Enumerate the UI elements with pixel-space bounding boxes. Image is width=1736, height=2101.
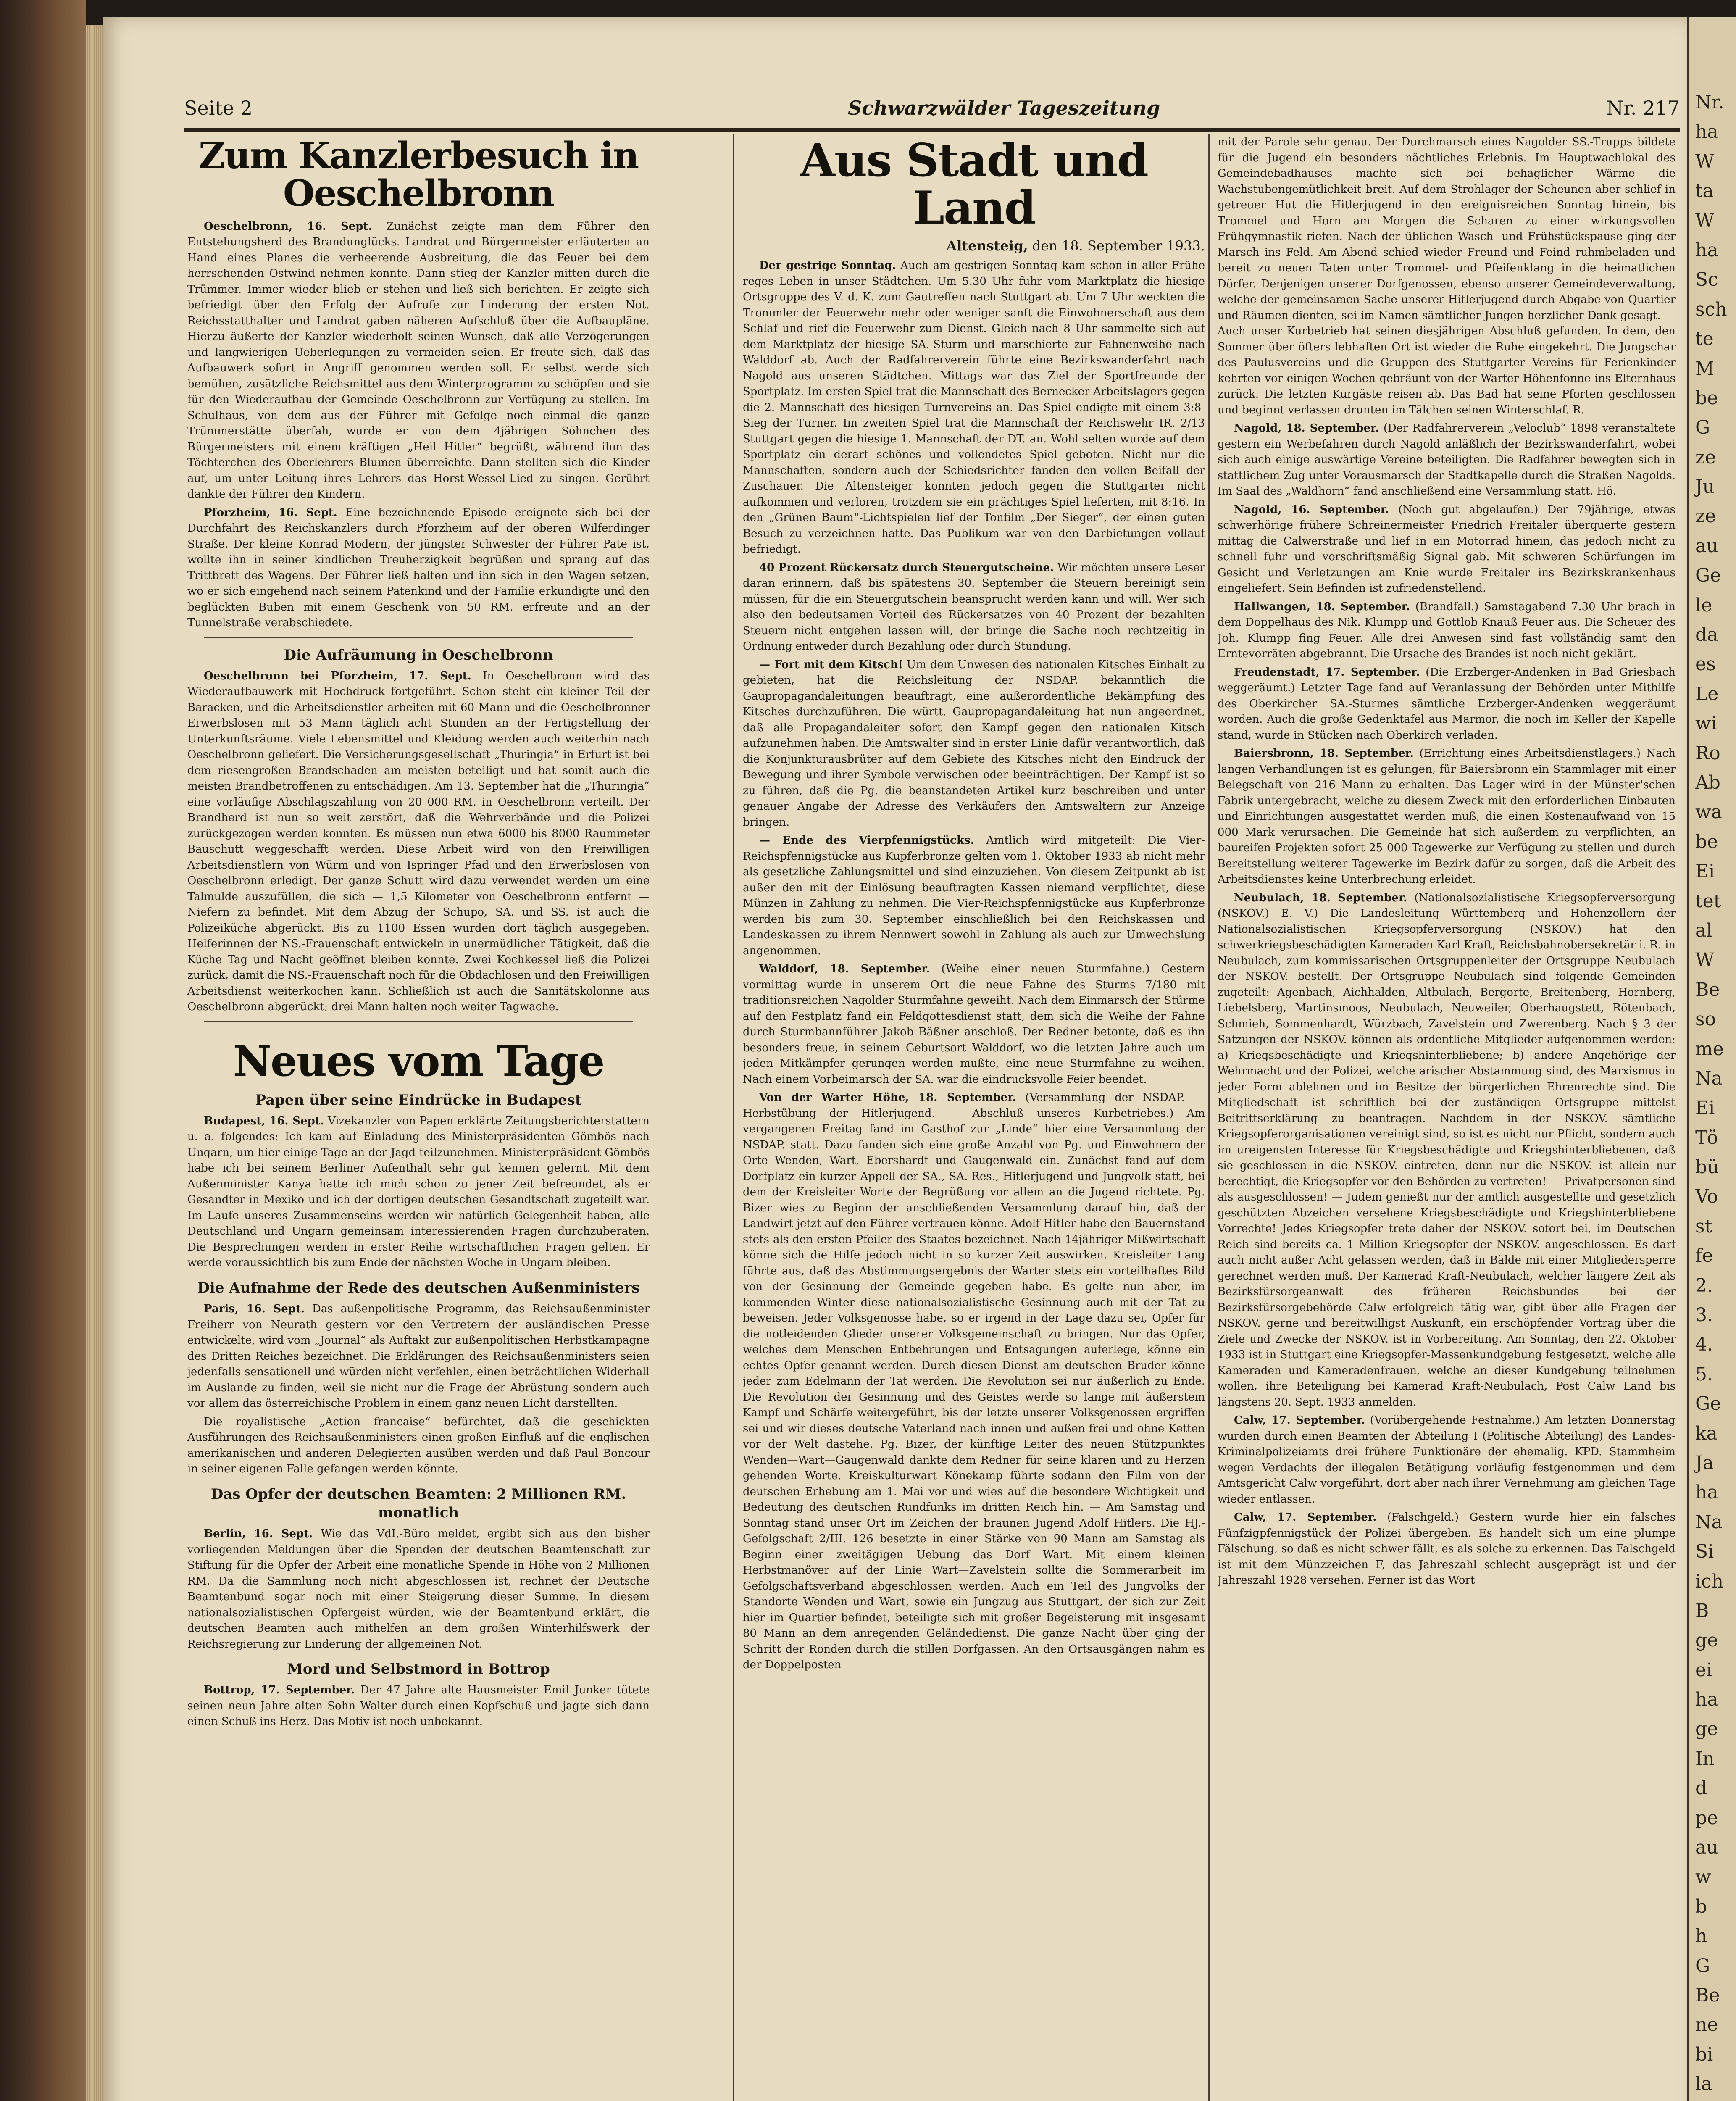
margin-fragment: es (1695, 653, 1716, 675)
margin-fragment: al (1695, 919, 1712, 941)
margin-fragment: wa (1695, 801, 1722, 823)
subheadline: Das Opfer der deutschen Beamten: 2 Millionen RM. monatlich (210, 1485, 626, 1521)
margin-fragment: In (1695, 1748, 1715, 1769)
margin-fragment: Na (1695, 1511, 1723, 1533)
margin-fragment: st (1695, 1215, 1712, 1237)
margin-fragment: so (1695, 1008, 1716, 1030)
column-rule (733, 134, 734, 2101)
margin-fragment: ge (1695, 1630, 1718, 1651)
article-paragraph: Neubulach, 18. September. (Nationalsozialistische Kriegsopferversorgung (NSKOV.) E. V.) Die Landesleitung Württemberg und Hohenzollern der Nationalsozialistischen Kriegsopferversorgung (NSKOV.) hat den schwerkriegsbeschädigten Kameraden Karl Kraft, Reichsbahnobersekretär i. R. in Neubulach, zum kommissarischen Ortsgruppenleiter der Ortsgruppe Neubulach der NSKOV. bestellt. Der Ortsgruppe Neubulach sind folgende Gemeinden zugeteilt: Agenbach, Aichhalden, Altbulach, Bergorte, Breitenberg, Hornberg, Liebelsberg, Martinsmoos, Neubulach, Neuweiler, Oberhaugstett, Rötenbach, Schmieh, Sommenhardt, Würzbach, Zavelstein und Zwerenberg. Nach § 3 der Satzungen der NSKOV. können als ordentliche Mitglieder aufgenommen werden: a) Kriegsbeschädigte und Kriegshinterbliebene; b) andere Angehörige der Wehrmacht und der Polizei, welche arischer Abstammung sind, des Marxismus in jeder Form ablehnen und im Besitze der bürgerlichen Ehrenrechte sind. Die Mitgliedschaft ist schriftlich bei der zuständigen Ortsgruppe mittelst Beitrittserklärung zu beantragen. Nachdem in der NSKOV. sämtliche Kriegsopferorganisationen vereinigt sind, so ist es nicht nur Pflicht, sondern auch im ureigensten Interesse für Kriegsbeschädigte und Kriegshinterbliebenen, daß sie geschlossen in die NSKOV. eintreten, denn nur die NSKOV. ist allein nur berechtigt, die Kriegsopfer vor den Behörden zu vertreten! — Privatpersonen sind als ausgeschlossen! — Judem genießt nur der amtlich ausgestellte und gesetzlich geschützten Abzeichen versehene Kriegsbeschädigte und Kriegshinterbliebene Vorrechte! Jedes Kriegsopfer trete daher der NSKOV. sofort bei, im Deutschen Reich sind bereits ca. 1 Million Kriegsopfer der NSKOV. angeschlossen. Es darf auch nicht außer Acht gelassen werden, daß in Bälde mit einer Mitgliedersperre gerechnet werden muß. Der Kamerad Kraft-Neubulach, welcher längere Zeit als Bezirksfürsorgeanwalt des früheren Reichsbundes bei der Bezirksfürsorgebehörde Calw erfolgreich tätig war, gibt über alle Fragen der NSKOV. gerne und bereitwilligst Auskunft, ein erschöpfender Vortrag über die Ziele und Zwecke der NSKOV. ist in Vorbereitung. Am Sonntag, den 22. Oktober 1933 ist in Stuttgart eine Kriegsopfer-Massenkundgebung festgesetzt, welche alle Kameraden und Kameradenfrauen, welche an dieser Kundgebung teilnehmen wollen, ihre Beteiligung bei Kamerad Kraft-Neubulach, Post Calw Land bis längstens 20. Sept. 1933 anmelden. (1218, 891, 1676, 1409)
margin-fragment: pe (1695, 1807, 1718, 1829)
column-rule (1208, 134, 1210, 2101)
margin-fragment: G (1695, 417, 1710, 439)
margin-fragment: Be (1695, 1985, 1720, 2006)
margin-fragment: ze (1695, 506, 1716, 527)
margin-fragment: ge (1695, 1718, 1718, 1740)
article-paragraph: Nagold, 16. September. (Noch gut abgelaufen.) Der 79jährige, etwas schwerhörige frühere Schreinermeister Friedrich Freitaler überquerte gestern mittag die Calwerstraße und lief in ein Motorrad hinein, das jedoch nicht zu schnell fuhr und vorschriftsmäßig Signal gab. Mit schweren Schürfungen im Gesicht und Verletzungen am Knie wurde Freitaler ins Bezirkskrankenhaus eingeliefert. Sein Befinden ist zufriedenstellend. (1218, 503, 1676, 595)
margin-fragment: bi (1695, 2043, 1713, 2065)
margin-fragment: be (1695, 387, 1718, 409)
article-paragraph: Paris, 16. Sept. Das außenpolitische Programm, das Reichsaußenminister Freiherr von Neurath gestern vor den Vertretern der ausländischen Presse entwickelte, wird vom „Journal“ als Auftakt zur außenpolitischen Herbstkampagne des Dritten Reiches bezeichnet. Die Erklärungen des Reichsaußenministers seien jedenfalls sensationell und würden nicht verfehlen, einen beträchtlichen Widerhall im Auslande zu finden, weil sie nicht nur die Frage der Abrüstung sondern auch vor allem das österreichische Problem in einem ganz neuen Licht darstellten. (187, 1303, 650, 1410)
margin-fragment: fe (1695, 1245, 1713, 1267)
article-paragraph: Von der Warter Höhe, 18. September. (Versammlung der NSDAP. — Herbstübung der Hitlerjugend. — Abschluß unseres Kurbetriebes.) Am vergangenen Freitag fand im Gasthof zur „Linde“ hier eine Versammlung der NSDAP. statt. Dazu fanden sich eine große Anzahl von Pg. und Einwohnern der Orte Wenden, Wart, Ebershardt und Gaugenwald ein. Zunächst fand auf dem Dorfplatz ein kurzer Appell der SA., SA.-Res., Hitlerjugend und Jungvolk statt, bei dem der Kreisleiter Worte der Begrüßung vor allem an die Jugend richtete. Pg. Bizer wies zu Beginn der anschließenden Versammlung darauf hin, daß der Landwirt jetzt auf den Führer vertrauen könne. Adolf Hitler habe den Bauernstand stets als den ersten Pfeiler des Staates bezeichnet. Nach 14jähriger Mißwirtschaft könne sich die Hilfe jedoch nicht in so kurzer Zeit auswirken. Kreisleiter Lang führte aus, daß das Abstimmungsergebnis der Warter stets ein vorteilhaftes Bild von der Gesinnung der Gemeinde gegeben habe. Es gelte nun aber, im kommenden Winter diese nationalsozialistische Gesinnung auch mit der Tat zu beweisen. Jeder Volksgenosse habe, so er irgend in der Lage dazu sei, Opfer für die notleidenden Glieder unserer Volksgemeinschaft zu bringen. Nur das Opfer, welches dem Menschen Entbehrungen und Entsagungen auferlege, könne ein echtes Opfer genannt werden. Durch diesen Dienst am deutschen Bruder könne jeder zum Edelmann der Tat werden. Die Revolution sei nur äußerlich zu Ende. Die Revolution der Gesinnung und des Geistes werde so lange mit äußerstem Kampf und Schärfe weitergeführt, bis der letzte unserer Volksgenossen ergriffen sei und wir dieses deutsche Vaterland nach innen und außen frei und ohne Ketten vor der Welt dastehe. Pg. Bizer, der künftige Leiter des neuen Stützpunktes Wenden—Wart—Gaugenwald dankte dem Redner für seine klaren und zu Herzen gehenden Worte. Kreiskulturwart Könekamp führte sodann den Film von der deutschen Erhebung am 1. Mai vor und wies auf die besondere Wichtigkeit und Bedeutung des deutschen Rundfunks im dritten Reich hin. — Am Samstag und Sonntag stand unser Ort im Zeichen der braunen Jugend Adolf Hitlers. Die HJ.-Gefolgschaft 2/III. 126 besetzte in einer Stärke von 90 Mann am Samstag als Beginn einer zweitägigen Uebung das Dorf Wart. Mit einem kleinen Herbstmanöver auf der Linie Wart—Zavelstein sollte die Sommerarbeit im Gefolgschaftsverband abgeschlossen werden. Auch ein Teil des Jungvolks der Standorte Wenden und Wart, sowie ein Jungzug aus Stuttgart, der sich zur Zeit hier im Quartier befindet, beteiligte sich mit großer Begeisterung mit insgesamt 80 Mann an dem anregenden Geländedienst. Die ganze Nacht über ging der Schritt der Ronden durch die stillen Dorfgassen. An den Ortsausgängen nahm es der Doppelposten (743, 1091, 1205, 1672)
margin-fragment: 4. (1695, 1334, 1713, 1356)
margin-fragment: Ge (1695, 565, 1721, 587)
margin-fragment: ne (1695, 2014, 1718, 2036)
article-paragraph: Nagold, 18. September. (Der Radfahrerverein „Veloclub“ 1898 veranstaltete gestern ein Werbefahren durch Nagold anläßlich der Bezirkswanderfahrt, wobei sich auch einige auswärtige Vereine beteiligten. Die Radfahrer bewegten sich in stattlichem Zug unter Vorausmarsch der Stadtkapelle durch die Straßen Nagolds. Im Saal des „Waldhorn“ fand anschließend eine Versammlung statt. Hö. (1218, 422, 1676, 498)
article-paragraph: Walddorf, 18. September. (Weihe einer neuen Sturmfahne.) Gestern vormittag wurde in unserem Ort die neue Fahne des Sturms 7/180 mit traditionsreichen Nagolder Sturmfahne geweiht. Nach dem Einmarsch der Stürme auf den Festplatz fand ein Feldgottesdienst statt, dem sich die Weihe der Fahne durch Sturmbannführer Jakob Bäßner anschloß. Der Redner betonte, daß es ihn besonders freue, in seinem Geburtsort Walddorf, wo die letzten Jahre auch um jeden Mitkämpfer gerungen werden mußte, eine neue Sturmfahne zu weihen. Nach einem Vorbeimarsch der SA. war die eindrucksvolle Feier beendet. (743, 963, 1205, 1086)
margin-fragment: ha (1695, 1482, 1718, 1503)
margin-fragment: me (1695, 1038, 1724, 1060)
article-paragraph: Freudenstadt, 17. September. (Die Erzberger-Andenken in Bad Griesbach weggeräumt.) Letzter Tage fand auf Veranlassung der Behörden unter Mithilfe des Oberkircher SA.-Sturmes sämtliche Erzberger-Andenken weggeräumt worden. Auch die große Gedenktafel aus Marmor, die noch im Keller der Kapelle stand, wurde in Stücken nach Oberkirch verladen. (1218, 666, 1676, 742)
margin-fragment: au (1695, 535, 1718, 557)
article-separator (204, 637, 633, 638)
margin-fragment: te (1695, 328, 1714, 350)
article-paragraph: Calw, 17. September. (Falschgeld.) Gestern wurde hier ein falsches Fünfzigpfennigstück der Polizei übergeben. Es handelt sich um eine plumpe Fälschung, so daß es nicht schwer fällt, es als solche zu erkennen. Das Falschgeld ist mit dem Münzzeichen F, das Jahreszahl schlecht ausgeprägt ist und der Jahreszahl 1928 versehen. Ferner ist das Wort (1218, 1511, 1676, 1587)
headline-neues-vom-tage: Neues vom Tage (233, 1036, 604, 1086)
book-spine (0, 0, 86, 2101)
margin-fragment: ei (1695, 1659, 1712, 1681)
margin-fragment: h (1695, 1925, 1707, 1947)
margin-fragment: Na (1695, 1067, 1723, 1089)
article-paragraph: Pforzheim, 16. Sept. Eine bezeichnende Episode ereignete sich bei der Durchfahrt des Reichskanzlers durch Pforzheim auf der oberen Wilferdinger Straße. Der kleine Konrad Modern, der jüngster Schwester der Führer Pate ist, wollte ihn in seiner kindlichen Treuherzigkeit begrüßen und sprang auf das Trittbrett des Wagens. Der Führer ließ halten und ihn sich in den Wagen setzen, wo er sich eingehend nach seinem Patenkind und der Familie erkundigte und den beglückten Buben mit einem Geschenk von 50 RM. erfreute und an der Tunnelstraße verabschiedete. (187, 506, 650, 629)
column-2 (743, 134, 1205, 2101)
margin-fragment: da (1695, 624, 1718, 646)
subheadline: Die Aufräumung in Oeschelbronn (284, 646, 553, 663)
margin-fragment: 3. (1695, 1304, 1713, 1326)
margin-fragment: ha (1695, 1689, 1718, 1711)
margin-fragment: ta (1695, 180, 1714, 202)
margin-fragment: Sc (1695, 269, 1718, 291)
margin-fragment: au (1695, 1837, 1718, 1859)
margin-fragment: G (1695, 1955, 1710, 1977)
margin-fragment: ze (1695, 446, 1716, 468)
margin-fragment: Vo (1695, 1186, 1718, 1208)
margin-fragment: Nr. (1695, 92, 1724, 113)
margin-fragment: Ja (1695, 1452, 1714, 1474)
article-paragraph: Baiersbronn, 18. September. (Errichtung eines Arbeitsdienstlagers.) Nach langen Verhandlungen ist es gelungen, für Baiersbronn ein Stammlager mit einer Belegschaft von 216 Mann zu erhalten. Das Lager wird in der Münster'schen Fabrik untergebracht, welche zu diesem Zweck mit den erforderlichen Einbauten und Einrichtungen ausgestattet werden muß, die einen Kostenaufwand von 15 000 Mark verursachen. Die Gemeinde hat sich außerdem zu verpflichten, an baureifen Projekten sofort 25 000 Tagewerke zur Verfügung zu stellen und durch Bereitstellung weiterer Tagewerke im Bezirk dafür zu sorgen, daß die Arbeit des Arbeitsdienstes keine Unterbrechung erleidet. (1218, 747, 1676, 886)
margin-fragment: bü (1695, 1156, 1719, 1178)
column-3 (1218, 134, 1676, 2101)
margin-fragment: Le (1695, 683, 1719, 705)
next-page-strip (1687, 17, 1736, 2101)
margin-fragment: ka (1695, 1422, 1718, 1444)
column-1 (187, 134, 650, 2101)
margin-fragment: wi (1695, 713, 1717, 735)
margin-fragment: Si (1695, 1541, 1714, 1563)
subheadline: Papen über seine Eindrücke in Budapest (255, 1091, 582, 1108)
margin-fragment: W (1695, 949, 1715, 971)
margin-fragment: W (1695, 210, 1715, 232)
article-paragraph: — Fort mit dem Kitsch! Um dem Unwesen des nationalen Kitsches Einhalt zu gebieten, hat die Reichsleitung der NSDAP. bekanntlich die Gaupropagandaleitungen beauftragt, eine außerordentliche Bekämpfung des Kitsches durchzuführen. Die württ. Gaupropagandaleitung hat nun angeordnet, daß alle Propagandaleiter sofort den Kampf gegen den nationalen Kitsch aufzunehmen haben. Die Amtswalter sind in erster Linie dafür verantwortlich, daß die Konjunkturausbrüter auf dem Gebiete des Kitsches nicht den Eindruck der Bewegung und ihrer Symbole verwischen oder beeinträchtigen. Der Kampf ist so zu führen, daß die Pg. die beanstandeten Artikel kurz beschreiben und unter genauer Angabe der Adresse des Verkäufers den Amtswaltern zur Anzeige bringen. (743, 658, 1205, 829)
margin-fragment: ha (1695, 239, 1718, 261)
margin-fragment: B (1695, 1600, 1709, 1622)
article-paragraph: Der gestrige Sonntag. Auch am gestrigen Sonntag kam schon in aller Frühe reges Leben in unser Städtchen. Um 5.30 Uhr fuhr vom Marktplatz die hiesige Ortsgruppe des V. d. K. zum Gautreffen nach Stuttgart ab. Um 7 Uhr weckten die Trommler der Feuerwehr mehr oder weniger sanft die Einwohnerschaft aus dem Schlaf und rief die Feuerwehr zum Dienst. Gleich nach 8 Uhr sammelte sich auf dem Marktplatz der hiesige SA.-Sturm und marschierte zur Fahnenweihe nach Walddorf ab. Auch der Radfahrerverein führte eine Bezirkswanderfahrt nach Nagold aus unseren Städtchen. Mittags war das Ziel der Sportfreunde der Sportplatz. Im ersten Spiel trat die Mannschaft des Bernecker Arbeitslagers gegen die 2. Mannschaft des hiesigen Turnvereins an. Das Spiel endigte mit einem 3:8-Sieg der Turner. Im zweiten Spiel trat die Mannschaft der Reichswehr IR. 2/13 Stuttgart gegen die hiesige 1. Mannschaft der DT. an. Wohl selten wurde auf dem Sportplatz ein derart schönes und vollendetes Spiel geboten. Nicht nur die Mannschaften, sondern auch der Schiedsrichter fanden den vollen Beifall der Zuschauer. Die Altensteiger konnten jedoch gegen die Stuttgarter nicht aufkommen und verloren, trotzdem sie ein prächtiges Spiel lieferten, mit 8:16. In den „Grünen Baum“-Lichtspielen lief der Tonfilm „Der Sieger“, der einen guten Besuch zu verzeichnen hatte. Das Publikum war von den Darbietungen vollauf befriedigt. (743, 259, 1205, 556)
margin-fragment: Ro (1695, 742, 1720, 764)
margin-fragment: la (1695, 2073, 1712, 2095)
margin-fragment: Ei (1695, 861, 1715, 882)
margin-fragment: Ei (1695, 1097, 1715, 1119)
margin-fragment: sch (1695, 298, 1727, 320)
article-paragraph: 40 Prozent Rückersatz durch Steuergutscheine. Wir möchten unsere Leser daran erinnern, daß bis spätestens 30. September die Steuern bereinigt sein müssen, für die ein Steuergutschein beansprucht werden kann und will. Wer sich also den bedeutsamen Vorteil des Rückersatzes von 40 Prozent der bezahlten Steuern nicht entgehen lassen will, der bringe die Sache noch rechtzeitig in Ordnung entweder durch Bezahlung oder durch Stundung. (743, 561, 1205, 653)
page-edges (86, 25, 103, 2101)
newspaper-title: Schwarzwälder Tageszeitung (848, 97, 1160, 119)
margin-fragment: ich (1695, 1570, 1724, 1592)
headline-aus-stadt-und-land: Aus Stadt und Land (800, 134, 1148, 235)
margin-fragment: Tö (1695, 1127, 1718, 1148)
article-paragraph: Bottrop, 17. September. Der 47 Jahre alte Hausmeister Emil Junker tötete seinen neun Jahre alten Sohn Walter durch einen Kopfschuß und jagte sich dann einen Schuß ins Herz. Das Motiv ist noch unbekannt. (187, 1684, 650, 1728)
margin-fragment: ha (1695, 121, 1718, 143)
article-paragraph: Calw, 17. September. (Vorübergehende Festnahme.) Am letzten Donnerstag wurden durch einen Beamten der Abteilung I (Politische Abteilung) des Landes-Kriminalpolizeiamts drei frühere Funktionäre der ehemalig. KPD. Stammheim wegen Verdachts der illegalen Betätigung vorläufig festgenommen und dem Amtsgericht Calw vorgeführt, dort aber nach ihrer Vernehmung am gleichen Tage wieder entlassen. (1218, 1414, 1676, 1506)
margin-fragment: Ab (1695, 771, 1720, 793)
margin-fragment: w (1695, 1866, 1711, 1888)
article-paragraph: Oeschelbronn, 16. Sept. Zunächst zeigte man dem Führer den Entstehungsherd des Brandunglücks. Landrat und Bürgermeister erläuterten an Hand eines Planes die verheerende Ausbreitung, die das Feuer bei dem herrschenden Ostwind nehmen konnte. Dann stieg der Kanzler mitten durch die Trümmer. Immer wieder blieb er stehen und ließ sich berichten. Er zeigte sich befriedigt über den Erfolg der Aufrufe zur Linderung der ersten Not. Reichsstatthalter und Landrat gaben näheren Aufschluß über die Aufbaupläne. Hierzu äußerte der Kanzler wiederholt seinen Wunsch, daß alle Verzögerungen und langwierigen Ueberlegungen zu vermeiden seien. Er freute sich, daß das Aufbauwerk sofort in Angriff genommen werden soll. Er selbst werde sich bemühen, zusätzliche Reichsmittel aus dem Winterprogramm zu schöpfen und sie für den Wiederaufbau der Gemeinde Oeschelbronn zur Verfügung zu stellen. Im Schulhaus, von dem aus der Führer mit Gefolge noch einmal die ganze Trümmerstätte überfah, wurde er von dem 4jährigen Söhnchen des Bürgermeisters mit einem kräftigen „Heil Hitler“ begrüßt, während ihm das Töchterchen des Oberlehrers Blumen überreichte. Dann stellten sich die Kinder auf, um unter Leitung ihres Lehrers das Horst-Wessel-Lied zu singen. Gerührt dankte der Führer den Kindern. (187, 220, 650, 501)
article-paragraph: — Ende des Vierpfennigstücks. Amtlich wird mitgeteilt: Die Vier-Reichspfennigstücke aus Kupferbronze gelten vom 1. Oktober 1933 ab nicht mehr als gesetzliche Zahlungsmittel und sind einzuziehen. Von diesem Zeitpunkt ab ist außer den mit der Einlösung beauftragten Kassen niemand verpflichtet, diese Münzen in Zahlung zu nehmen. Die Vier-Reichspfennigstücke aus Kupferbronze werden bis zum 30. September einschließlich bei den Reichskassen und Landeskassen zu ihrem Nennwert sowohl in Zahlung als auch zur Umwechslung angenommen. (743, 834, 1205, 957)
article-paragraph: Oeschelbronn bei Pforzheim, 17. Sept. In Oeschelbronn wird das Wiederaufbauwerk mit Hochdruck fortgeführt. Schon steht ein kleiner Teil der Baracken, und die Arbeitsdienstler arbeiten mit 60 Mann und die Oeschelbronner Erwerbslosen mit 53 Mann täglich acht Stunden an der Fertigstellung der Unterkunftsräume. Viele Lebensmittel und Kleidung werden auch weiterhin nach Oeschelbronn geliefert. Die Versicherungsgesellschaft „Thuringia“ in Erfurt ist bei dem riesengroßen Brandschaden am meisten beteiligt und hat somit auch die meisten Brandbetroffenen zu entschädigen. Am 13. September hat die „Thuringia“ eine vorläufige Abschlagszahlung von 20 000 RM. in Oeschelbronn verteilt. Der Brandherd ist nun so weit zerstört, daß die Wehrverbände und die Polizei zurückgezogen werden konnten. Es müssen nun etwa 6000 bis 8000 Raummeter Bauschutt weggeschafft werden. Diese Arbeit wird von den Freiwilligen Arbeitsdienstlern von Würm und von Ispringer Pfad und den Erwerbslosen von Oeschelbronn erledigt. Der ganze Schutt wird dazu verwendet werden um eine Talmulde auszufüllen, die sich — 1,5 Kilometer von Oeschelbronn entfernt — Niefern zu befindet. Mit dem Abzug der Schupo, SA. und SS. ist auch die Polizeiküche abgerückt. Bis zu 1100 Essen wurden dort täglich ausgegeben. Helferinnen der NS.-Frauenschaft entwickeln in unermüdlicher Tätigkeit, daß die Küche Tag und Nacht geöffnet bleiben konnte. Zwei Kochkessel ließ die Polizei zurück, damit die NS.-Frauenschaft noch für die Obdachlosen und den Freiwilligen Arbeitsdienst weiterkochen kann. Schließlich ist auch die Sanitätskolonne aus Oeschelbronn abgerückt; drei Mann halten noch weiter Tagwache. (187, 669, 650, 1014)
margin-fragment: le (1695, 594, 1712, 616)
margin-fragment: W (1695, 150, 1715, 172)
page-number: Seite 2 (184, 97, 253, 119)
margin-fragment: tet (1695, 890, 1721, 912)
article-paragraph: Berlin, 16. Sept. Wie das VdI.-Büro meldet, ergibt sich aus den bisher vorliegenden Meldungen über die Spenden der deutschen Beamtenschaft zur Stiftung für die Opfer der Arbeit eine monatliche Spende in Höhe von 2 Millionen RM. Da die Sammlung noch nicht abgeschlossen ist, rechnet der Deutsche Beamtenbund sogar noch mit einer Steigerung dieser Summe. In diesem nationalsozialistischen Opfergeist würden, wie der Beamtenbund erklärt, die deutschen Beamten auch mithelfen an dem großen Winterhilfswerk der Reichsregierung zur Linderung der allgemeinen Not. (187, 1527, 650, 1651)
header-rule (184, 128, 1680, 132)
article-paragraph: mit der Parole sehr genau. Der Durchmarsch eines Nagolder SS.-Trupps bildete für die Jugend ein besonders nächtliches Erlebnis. Im Hauptwachlokal des Gemeindebadhauses machte sich bei behaglicher Wärme die Wachstubengemütlichkeit breit. Auf dem Strohlager der Scheunen aber schlief in getreuer Hut die Hitlerjugend in den ereignisreichen Sonntag hinein, bis Trommel und Horn am Morgen die Scharen zu einer wirkungsvollen Frühgymnastik riefen. Nach der üblichen Wasch- und Frühstückspause ging der Marsch ins Feld. Am Abend schied wieder Freund und Feind ruhmbeladen und bereit zu neuen Taten unter Trommel- und Pfeifenklang in die heimatlichen Dörfer. Denjenigen unserer Dorfgenossen, ebenso unserer Gemeindeverwaltung, welche der gemeinsamen Sache unserer Hitlerjugend durch Abgabe von Quartier und Räumen dienten, sei im Namen sämtlicher Jungen herzlicher Dank gesagt. — Auch unser Kurbetrieb hat seinen diesjährigen Abschluß gefunden. In dem, den Sommer über öfters lebhaften Ort ist wieder die Ruhe eingekehrt. Die Jungschar des Paulusvereins und die Gruppen des Stuttgarter Vereins für Ferienkinder kehrten vor einigen Wochen gebräunt von der Warter Höhenfonne ins Elternhaus zurück. Die letzten Kurgäste reisen ab. Das Bad hat seine Pforten geschlossen und beginnt verlassen drunten im Tälchen seinen Winterschlaf. R. (1218, 136, 1676, 416)
article-paragraph: Hallwangen, 18. September. (Brandfall.) Samstagabend 7.30 Uhr brach in dem Doppelhaus des Nik. Klumpp und Gottlob Knauß Feuer aus. Die Scheuer des Joh. Klumpp fing Feuer. Alle drei Anwesen sind fast vollständig samt den Erntevorräten abgebrannt. Die Ursache des Brandes ist noch nicht geklärt. (1218, 600, 1676, 660)
dateline: Altensteig, den 18. September 1933. (946, 237, 1205, 254)
margin-fragment: M (1695, 358, 1715, 379)
subheadline: Mord und Selbstmord in Bottrop (287, 1661, 550, 1678)
margin-fragment: 5. (1695, 1363, 1713, 1385)
article-separator (204, 1021, 633, 1022)
subheadline: Die Aufnahme der Rede des deutschen Außenministers (197, 1279, 640, 1296)
headline-kanzlerbesuch: Zum Kanzlerbesuch in Oeschelbronn (198, 134, 639, 215)
issue-number: Nr. 217 (1606, 97, 1680, 119)
margin-fragment: 2. (1695, 1274, 1713, 1296)
margin-fragment: Ge (1695, 1393, 1721, 1415)
article-paragraph: Die royalistische „Action francaise“ befürchtet, daß die geschickten Ausführungen des Reichsaußenministers einen großen Einfluß auf die englischen amerikanischen und anderen Delegierten ausüben werden und daß Paul Boncour in seiner eigenen Falle gefangen werden könnte. (187, 1415, 650, 1476)
margin-fragment: Ju (1695, 476, 1715, 498)
margin-fragment: d (1695, 1777, 1707, 1799)
article-paragraph: Budapest, 16. Sept. Vizekanzler von Papen erklärte Zeitungsberichterstattern u. a. folgendes: Ich kam auf Einladung des Ministerpräsidenten Gömbös nach Ungarn, um hier einige Tage an der Jagd teilzunehmen. Ministerpräsident Gömbös habe ich bei seinem Berliner Aufenthalt sehr gut kennen gelernt. Mit dem Außenminister Kanya hatte ich mich schon zu jener Zeit befreundet, als er Gesandter in Mexiko und ich der dortigen deutschen Gesandtschaft zugeteilt war. Im Laufe unseres Zusammenseins werden wir natürlich Gelegenheit haben, alle Deutschland und Ungarn gemeinsam interessierenden Fragen durchzuberaten. Die Besprechungen werden in erster Reihe wirtschaftlichen Fragen gelten. Er werde voraussichtlich bis zum Ende der nächsten Woche in Ungarn bleiben. (187, 1114, 650, 1269)
margin-fragment: b (1695, 1896, 1707, 1917)
margin-fragment: be (1695, 831, 1718, 853)
margin-fragment: Be (1695, 979, 1720, 1000)
